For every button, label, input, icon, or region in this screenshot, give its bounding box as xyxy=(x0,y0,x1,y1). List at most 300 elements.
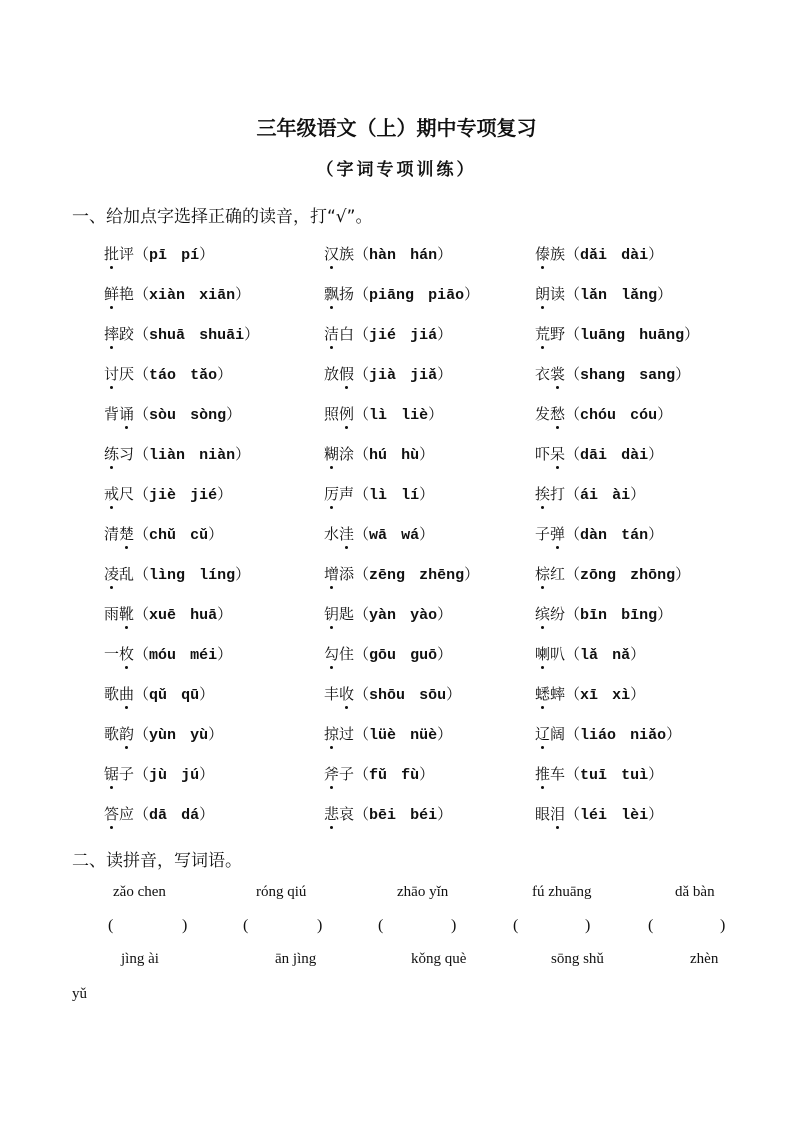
pinyin-option[interactable]: wā xyxy=(369,527,388,544)
paren-close: ） xyxy=(648,525,664,543)
pinyin-option[interactable]: dài xyxy=(621,247,649,264)
pronunciation-item xyxy=(535,563,690,584)
paren-close: ） xyxy=(437,325,453,343)
pinyin-option[interactable]: lǎ xyxy=(580,647,599,664)
paren-open: （ xyxy=(565,485,581,503)
word xyxy=(324,643,354,664)
dotted-character: 钥 xyxy=(324,605,340,623)
pronunciation-item xyxy=(104,643,232,664)
paren-open: （ xyxy=(134,645,150,663)
pinyin-option[interactable]: béi xyxy=(410,807,438,824)
character: 族 xyxy=(339,245,355,263)
pinyin-option[interactable]: hù xyxy=(401,447,420,464)
pronunciation-item xyxy=(324,243,452,264)
pinyin-option[interactable]: lǎn xyxy=(580,287,608,304)
pinyin-option[interactable]: yù xyxy=(190,727,209,744)
paren-close: ） xyxy=(675,565,691,583)
character: 读 xyxy=(550,285,566,303)
pronunciation-item xyxy=(535,803,663,824)
dotted-character: 掠 xyxy=(324,725,340,743)
pinyin-option[interactable]: liàn xyxy=(149,447,186,464)
pronunciation-item xyxy=(324,523,434,544)
paren-open: （ xyxy=(134,285,150,303)
pinyin-option[interactable]: ái xyxy=(580,487,599,504)
paren-close: ） xyxy=(244,325,260,343)
paren-open: （ xyxy=(134,365,150,383)
paren-close: ） xyxy=(437,365,453,383)
dotted-character: 戒 xyxy=(104,485,120,503)
word xyxy=(535,523,565,544)
word xyxy=(104,643,134,664)
word xyxy=(535,363,565,384)
dotted-character: 洼 xyxy=(339,525,355,543)
character: 水 xyxy=(324,525,340,543)
dotted-character: 讨 xyxy=(104,365,120,383)
pinyin-option[interactable]: niàn xyxy=(199,447,236,464)
dotted-character: 斧 xyxy=(324,765,340,783)
answer-blank-open: ( xyxy=(243,917,249,934)
word xyxy=(535,323,565,344)
pronunciation-item xyxy=(535,523,663,544)
pinyin-option[interactable]: xiàn xyxy=(149,287,186,304)
pinyin-option[interactable]: zhēng xyxy=(419,567,465,584)
pinyin-option[interactable]: dǎi xyxy=(580,247,608,264)
pinyin-option[interactable]: luāng xyxy=(580,327,626,344)
pronunciation-item xyxy=(535,243,663,264)
word xyxy=(104,403,134,424)
pinyin-prompt: zhèn xyxy=(690,951,719,967)
pronunciation-item xyxy=(324,443,434,464)
pinyin-option[interactable]: yào xyxy=(410,607,438,624)
word xyxy=(535,723,565,744)
character: 吓 xyxy=(535,445,551,463)
character: 野 xyxy=(550,325,566,343)
paren-open: （ xyxy=(354,485,370,503)
pinyin-option[interactable]: pí xyxy=(181,247,200,264)
dotted-character: 呆 xyxy=(550,445,566,463)
paren-close: ） xyxy=(208,525,224,543)
pronunciation-item xyxy=(104,723,223,744)
character: 过 xyxy=(339,725,355,743)
dotted-character: 缤 xyxy=(535,605,551,623)
word xyxy=(535,403,565,424)
word xyxy=(535,563,565,584)
pinyin-option[interactable]: wá xyxy=(401,527,420,544)
paren-close: ） xyxy=(657,285,673,303)
pronunciation-item xyxy=(324,323,452,344)
pronunciation-item xyxy=(535,483,645,504)
word xyxy=(324,443,354,464)
dotted-character: 棕 xyxy=(535,565,551,583)
word xyxy=(104,243,134,264)
pinyin-option[interactable]: bīn xyxy=(580,607,608,624)
paren-open: （ xyxy=(134,685,150,703)
word xyxy=(535,243,565,264)
word xyxy=(324,683,354,704)
character: 照 xyxy=(324,405,340,423)
pinyin-option[interactable]: méi xyxy=(190,647,218,664)
dotted-character: 飘 xyxy=(324,285,340,303)
pinyin-option[interactable]: lèi xyxy=(621,807,649,824)
word xyxy=(104,723,134,744)
dotted-character: 蟋 xyxy=(535,685,551,703)
paren-open: （ xyxy=(354,405,370,423)
pinyin-prompt: dǎ bàn xyxy=(675,884,715,900)
paren-close: ） xyxy=(235,565,251,583)
pinyin-option[interactable]: léi xyxy=(580,807,608,824)
word xyxy=(104,683,134,704)
dotted-character: 挨 xyxy=(535,485,551,503)
paren-open: （ xyxy=(134,805,150,823)
pinyin-option[interactable]: jié xyxy=(369,327,397,344)
pronunciation-item xyxy=(324,643,452,664)
character: 纷 xyxy=(550,605,566,623)
paren-close: ） xyxy=(648,805,664,823)
pronunciation-item xyxy=(104,523,223,544)
answer-blank-open: ( xyxy=(108,917,114,934)
pronunciation-item xyxy=(104,403,241,424)
pinyin-option[interactable]: gōu xyxy=(369,647,397,664)
pinyin-option[interactable]: jié xyxy=(190,487,218,504)
pronunciation-item xyxy=(324,603,452,624)
pinyin-option[interactable]: hán xyxy=(410,247,438,264)
character: 匙 xyxy=(339,605,355,623)
pinyin-option[interactable]: qǔ xyxy=(149,687,168,704)
pinyin-prompt-wrap: yǔ xyxy=(72,986,87,1002)
character: 族 xyxy=(550,245,566,263)
pronunciation-item xyxy=(535,403,672,424)
dotted-character: 凌 xyxy=(104,565,120,583)
pinyin-option[interactable]: shuā xyxy=(149,327,186,344)
pinyin-option[interactable]: dá xyxy=(181,807,200,824)
answer-blank-close: ) xyxy=(585,917,591,934)
pinyin-option[interactable]: nǎ xyxy=(612,647,631,664)
pronunciation-item xyxy=(324,763,434,784)
pronunciation-item xyxy=(104,283,250,304)
paren-open: （ xyxy=(134,525,150,543)
pinyin-option[interactable]: yàn xyxy=(369,607,397,624)
word xyxy=(324,363,354,384)
pinyin-prompt: fú zhuāng xyxy=(532,884,592,900)
paren-open: （ xyxy=(134,325,150,343)
word xyxy=(535,603,565,624)
dotted-character: 弹 xyxy=(550,525,566,543)
pinyin-option[interactable]: xì xyxy=(612,687,631,704)
paren-open: （ xyxy=(565,285,581,303)
section2-heading: 二、读拼音，写词语。 xyxy=(72,851,242,871)
pinyin-option[interactable]: tǎo xyxy=(190,367,218,384)
word xyxy=(535,763,565,784)
paren-open: （ xyxy=(134,485,150,503)
pinyin-option[interactable]: lìng xyxy=(149,567,186,584)
pinyin-option[interactable]: chóu xyxy=(580,407,617,424)
character: 放 xyxy=(324,365,340,383)
pinyin-option[interactable]: lǎng xyxy=(621,287,658,304)
pinyin-option[interactable]: jiǎ xyxy=(410,367,438,384)
pinyin-option[interactable]: lì xyxy=(369,407,388,424)
pinyin-option[interactable]: lí xyxy=(401,487,420,504)
character: 声 xyxy=(339,485,355,503)
paren-open: （ xyxy=(354,285,370,303)
pronunciation-item xyxy=(104,243,214,264)
word xyxy=(324,323,354,344)
pronunciation-item xyxy=(535,323,699,344)
word xyxy=(324,243,354,264)
paren-open: （ xyxy=(134,725,150,743)
word xyxy=(104,603,134,624)
paren-close: ） xyxy=(235,445,251,463)
paren-open: （ xyxy=(354,805,370,823)
pronunciation-item xyxy=(535,683,645,704)
pronunciation-item xyxy=(104,363,232,384)
dotted-character: 喇 xyxy=(535,645,551,663)
pinyin-option[interactable]: xiān xyxy=(199,287,236,304)
paren-open: （ xyxy=(134,605,150,623)
pronunciation-item xyxy=(535,443,663,464)
paren-open: （ xyxy=(354,445,370,463)
paren-open: （ xyxy=(354,645,370,663)
pinyin-option[interactable]: líng xyxy=(199,567,236,584)
character: 艳 xyxy=(119,285,135,303)
pinyin-option[interactable]: dāi xyxy=(580,447,608,464)
pinyin-option[interactable]: huā xyxy=(190,607,218,624)
pinyin-option[interactable]: fù xyxy=(401,767,420,784)
pinyin-option[interactable]: sōu xyxy=(419,687,447,704)
pinyin-option[interactable]: guō xyxy=(410,647,438,664)
pinyin-option[interactable]: zhōng xyxy=(630,567,676,584)
pinyin-option[interactable]: bīng xyxy=(621,607,658,624)
paren-close: ） xyxy=(419,765,435,783)
pinyin-option[interactable]: zēng xyxy=(369,567,406,584)
paren-close: ） xyxy=(648,765,664,783)
pronunciation-item xyxy=(324,803,452,824)
paren-close: ） xyxy=(428,405,444,423)
pronunciation-item xyxy=(535,763,663,784)
paren-open: （ xyxy=(354,765,370,783)
pinyin-option[interactable]: sòng xyxy=(190,407,227,424)
pinyin-prompt: zǎo chen xyxy=(113,884,166,900)
pinyin-prompt: róng qiú xyxy=(256,884,307,900)
word xyxy=(535,443,565,464)
character: 雨 xyxy=(104,605,120,623)
answer-blank-open: ( xyxy=(648,917,654,934)
word xyxy=(535,483,565,504)
dotted-character: 练 xyxy=(104,445,120,463)
character: 背 xyxy=(104,405,120,423)
word xyxy=(324,723,354,744)
pinyin-prompt: ān jìng xyxy=(275,951,317,967)
dotted-character: 勾 xyxy=(324,645,340,663)
pinyin-option[interactable]: xī xyxy=(580,687,599,704)
pronunciation-item xyxy=(104,443,250,464)
paren-open: （ xyxy=(565,685,581,703)
paren-close: ） xyxy=(437,645,453,663)
pinyin-option[interactable]: chǔ xyxy=(149,527,177,544)
pinyin-option[interactable]: cǔ xyxy=(190,527,209,544)
character: 评 xyxy=(119,245,135,263)
word xyxy=(535,283,565,304)
paren-close: ） xyxy=(464,285,480,303)
dotted-character: 靴 xyxy=(119,605,135,623)
pinyin-option[interactable]: sòu xyxy=(149,407,177,424)
pronunciation-item xyxy=(535,723,681,744)
paren-close: ） xyxy=(464,565,480,583)
pinyin-option[interactable]: tuì xyxy=(621,767,649,784)
pinyin-option[interactable]: jù xyxy=(149,767,168,784)
pinyin-option[interactable]: jiá xyxy=(410,327,438,344)
word xyxy=(535,803,565,824)
pinyin-option[interactable]: xuē xyxy=(149,607,177,624)
pinyin-option[interactable]: qū xyxy=(181,687,200,704)
word xyxy=(104,363,134,384)
paren-open: （ xyxy=(354,685,370,703)
word xyxy=(535,683,565,704)
paren-open: （ xyxy=(354,605,370,623)
pinyin-option[interactable]: nüè xyxy=(410,727,438,744)
word xyxy=(104,283,134,304)
paren-open: （ xyxy=(565,405,581,423)
dotted-character: 推 xyxy=(535,765,551,783)
pronunciation-item xyxy=(535,363,690,384)
pinyin-option[interactable]: yùn xyxy=(149,727,177,744)
paren-open: （ xyxy=(565,525,581,543)
character: 哀 xyxy=(339,805,355,823)
dotted-character: 糊 xyxy=(324,445,340,463)
pronunciation-item xyxy=(104,563,250,584)
page-title: 三年级语文（上）期中专项复习 xyxy=(256,116,537,140)
pinyin-option[interactable]: cóu xyxy=(630,407,658,424)
character: 阔 xyxy=(550,725,566,743)
paren-close: ） xyxy=(648,245,664,263)
pronunciation-item xyxy=(324,403,443,424)
character: 住 xyxy=(339,645,355,663)
dotted-character: 答 xyxy=(104,805,120,823)
pinyin-option[interactable]: jiè xyxy=(149,487,177,504)
paren-close: ） xyxy=(684,325,700,343)
word xyxy=(104,563,134,584)
character: 红 xyxy=(550,565,566,583)
paren-close: ） xyxy=(208,725,224,743)
paren-open: （ xyxy=(565,565,581,583)
pronunciation-item xyxy=(535,603,672,624)
dotted-character: 泪 xyxy=(550,805,566,823)
pinyin-option[interactable]: jià xyxy=(369,367,397,384)
pinyin-option[interactable]: móu xyxy=(149,647,177,664)
paren-open: （ xyxy=(565,445,581,463)
dotted-character: 汉 xyxy=(324,245,340,263)
word xyxy=(324,803,354,824)
paren-close: ） xyxy=(437,725,453,743)
answer-blank-close: ) xyxy=(451,917,457,934)
paren-close: ） xyxy=(199,765,215,783)
pinyin-option[interactable]: tán xyxy=(621,527,649,544)
pinyin-option[interactable]: shuāi xyxy=(199,327,245,344)
paren-open: （ xyxy=(134,765,150,783)
paren-open: （ xyxy=(354,325,370,343)
character: 丰 xyxy=(324,685,340,703)
pinyin-option[interactable]: pī xyxy=(149,247,168,264)
pinyin-option[interactable]: hàn xyxy=(369,247,397,264)
pinyin-option[interactable]: zōng xyxy=(580,567,617,584)
pinyin-option[interactable]: sang xyxy=(639,367,676,384)
character: 跤 xyxy=(119,325,135,343)
pinyin-option[interactable]: bēi xyxy=(369,807,397,824)
pinyin-option[interactable]: dā xyxy=(149,807,168,824)
paren-close: ） xyxy=(657,605,673,623)
paren-close: ） xyxy=(657,405,673,423)
pinyin-option[interactable]: lüè xyxy=(369,727,397,744)
pinyin-option[interactable]: ài xyxy=(612,487,631,504)
pinyin-option[interactable]: liáo xyxy=(580,727,617,744)
pinyin-option[interactable]: piāng xyxy=(369,287,415,304)
pinyin-option[interactable]: huāng xyxy=(639,327,685,344)
character: 子 xyxy=(339,765,355,783)
character: 歌 xyxy=(104,725,120,743)
paren-close: ） xyxy=(226,405,242,423)
pinyin-option[interactable]: lì xyxy=(369,487,388,504)
pinyin-option[interactable]: shōu xyxy=(369,687,406,704)
pinyin-option[interactable]: fǔ xyxy=(369,767,388,784)
dotted-character: 裳 xyxy=(550,365,566,383)
character: 白 xyxy=(339,325,355,343)
pinyin-option[interactable]: jú xyxy=(181,767,200,784)
paren-close: ） xyxy=(437,605,453,623)
pinyin-option[interactable]: niǎo xyxy=(630,727,667,744)
pronunciation-item xyxy=(104,803,214,824)
dotted-character: 韵 xyxy=(119,725,135,743)
paren-open: （ xyxy=(354,565,370,583)
paren-close: ） xyxy=(446,685,462,703)
pinyin-option[interactable]: táo xyxy=(149,367,177,384)
pinyin-option[interactable]: liè xyxy=(401,407,429,424)
character: 添 xyxy=(339,565,355,583)
word xyxy=(324,603,354,624)
paren-open: （ xyxy=(354,365,370,383)
paren-open: （ xyxy=(565,605,581,623)
paren-close: ） xyxy=(235,285,251,303)
character: 扬 xyxy=(339,285,355,303)
paren-close: ） xyxy=(630,685,646,703)
character: 应 xyxy=(119,805,135,823)
paren-open: （ xyxy=(565,325,581,343)
pronunciation-item xyxy=(535,643,645,664)
dotted-character: 摔 xyxy=(104,325,120,343)
paren-close: ） xyxy=(419,485,435,503)
paren-open: （ xyxy=(134,405,150,423)
paren-open: （ xyxy=(565,725,581,743)
word xyxy=(104,523,134,544)
dotted-character: 例 xyxy=(339,405,355,423)
paren-close: ） xyxy=(419,445,435,463)
pinyin-option[interactable]: piāo xyxy=(428,287,465,304)
word xyxy=(324,563,354,584)
paren-close: ） xyxy=(217,645,233,663)
paren-close: ） xyxy=(666,725,682,743)
pinyin-option[interactable]: shang xyxy=(580,367,626,384)
paren-close: ） xyxy=(675,365,691,383)
pinyin-prompt: sōng shǔ xyxy=(551,951,604,967)
dotted-character: 批 xyxy=(104,245,120,263)
dotted-character: 诵 xyxy=(119,405,135,423)
pinyin-option[interactable]: dài xyxy=(621,447,649,464)
pronunciation-item xyxy=(324,283,479,304)
dotted-character: 傣 xyxy=(535,245,551,263)
paren-open: （ xyxy=(134,445,150,463)
pinyin-option[interactable]: tuī xyxy=(580,767,608,784)
pronunciation-item xyxy=(324,563,479,584)
pinyin-option[interactable]: hú xyxy=(369,447,388,464)
pinyin-option[interactable]: dàn xyxy=(580,527,608,544)
